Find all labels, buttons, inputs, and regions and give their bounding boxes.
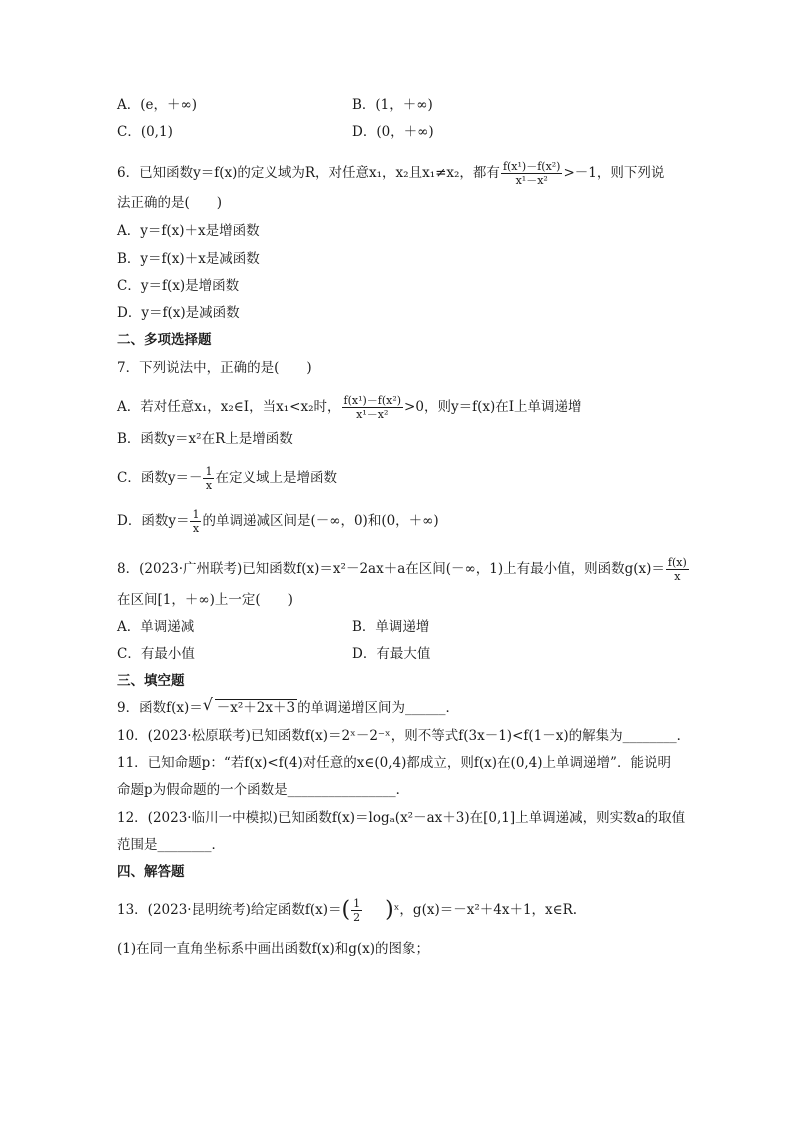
q13-right-paren: ): [385, 897, 394, 923]
q6-stem-pre: 6．已知函数y＝f(x)的定义域为R，对任意x₁，x₂且x₁≠x₂，都有: [117, 165, 500, 181]
q5-option-a: A．(e，＋∞): [117, 97, 198, 113]
q7-a-pre: A．若对任意x₁，x₂∈I，当x₁<x₂时，: [117, 399, 341, 415]
q13-subquestion-1: (1)在同一直角坐标系中画出函数f(x)和g(x)的图象；: [117, 941, 430, 957]
q5-option-d: D．(0，＋∞): [352, 124, 434, 140]
q13-fraction: [351, 897, 362, 924]
q7-d-frac-num: 1: [192, 508, 200, 521]
q6-option-a: A．y＝f(x)＋x是增函数: [117, 223, 260, 239]
q8-frac-num: f(x): [667, 556, 687, 569]
q7-a-frac-den: x¹－x²: [356, 408, 389, 421]
q8-option-b: B．单调递增: [352, 619, 430, 635]
q7-option-c: [117, 465, 337, 492]
q8-stem: [117, 556, 690, 583]
q8-option-a: A．单调递减: [117, 619, 195, 635]
q7-c-post: 在定义域上是增函数: [215, 470, 337, 486]
q6-fraction: [501, 160, 563, 187]
q9-sqrt: [202, 695, 297, 718]
q6-frac-num: f(x¹)－f(x²): [502, 160, 561, 173]
section-heading-fill-in: 三、填空题: [117, 673, 185, 689]
q13-pre: 13．(2023·昆明统考)给定函数f(x)＝: [117, 902, 342, 918]
q13-frac-num: 1: [353, 897, 361, 910]
radical-sign-icon: √: [202, 695, 213, 714]
q7-c-frac-num: 1: [205, 465, 213, 478]
q6-stem: [117, 160, 664, 187]
q9-pre: 9．函数f(x)＝: [117, 700, 203, 716]
q7-a-fraction: [342, 394, 404, 421]
q11-line2: 命题p为假命题的一个函数是________________．: [117, 782, 410, 798]
q7-d-fraction: [190, 508, 201, 535]
q6-stem-post: >－1，则下列说: [563, 165, 665, 181]
q7-d-pre: D．函数y＝: [117, 513, 190, 529]
q7-stem: 7．下列说法中，正确的是( ): [117, 360, 312, 376]
q7-d-frac-den: x: [192, 522, 200, 535]
q6-option-b: B．y＝f(x)＋x是减函数: [117, 251, 260, 267]
q7-option-b: B．函数y＝x²在R上是增函数: [117, 431, 293, 447]
q13-frac-den: 2: [353, 911, 361, 924]
q12-line1: 12．(2023·临川一中模拟)已知函数f(x)＝logₐ(x²－ax＋3)在[0,1]上单调递减，则实数a的取值: [117, 810, 686, 826]
q7-option-d: [117, 508, 439, 535]
q5-option-b: B．(1，＋∞): [352, 97, 433, 113]
q6-option-d: D．y＝f(x)是减函数: [117, 305, 240, 321]
section-heading-solutions: 四、解答题: [117, 864, 185, 880]
q6-stem-line2: 法正确的是( ): [117, 195, 223, 211]
q5-option-c: C．(0,1): [117, 124, 173, 140]
q7-option-a: [117, 394, 582, 421]
q9-post: 的单调递增区间为______．: [297, 700, 460, 716]
q7-d-post: 的单调递减区间是(－∞，0)和(0，＋∞): [202, 513, 439, 529]
q8-stem-pre: 8．(2023·广州联考)已知函数f(x)＝x²－2ax＋a在区间(－∞，1)上有最小值，则函数g(x)＝: [117, 561, 665, 577]
q13-stem: [117, 897, 577, 924]
q7-a-frac-num: f(x¹)－f(x²): [343, 394, 402, 407]
q9-radicand: －x²＋2x＋3: [216, 700, 296, 716]
q8-fraction: [666, 556, 689, 583]
q8-stem-line2: 在区间[1，＋∞)上一定( ): [117, 592, 293, 608]
q13-post: ˣ，g(x)＝－x²＋4x＋1，x∈R.: [393, 902, 578, 918]
q10-stem: 10．(2023·松原联考)已知函数f(x)＝2ˣ－2⁻ˣ，则不等式f(3x－1)<f(1－x)的解集为________．: [117, 728, 691, 744]
q8-frac-den: x: [674, 570, 681, 583]
q6-option-c: C．y＝f(x)是增函数: [117, 278, 240, 294]
q8-option-d: D．有最大值: [352, 646, 431, 662]
q7-a-post: >0，则y＝f(x)在I上单调递增: [404, 399, 582, 415]
q7-c-pre: C．函数y＝－: [117, 470, 203, 486]
q8-option-c: C．有最小值: [117, 646, 195, 662]
q11-line1: 11．已知命题p：“若f(x)<f(4)对任意的x∈(0,4)都成立，则f(x)在(0,4)上单调递增”．能说明: [117, 755, 671, 771]
q12-line2: 范围是________．: [117, 837, 225, 853]
q9-stem: [117, 695, 460, 718]
q13-left-paren: (: [341, 897, 351, 923]
q7-c-fraction: [203, 465, 214, 492]
section-heading-multiple-choice: 二、多项选择题: [117, 332, 212, 348]
q6-frac-den: x¹－x²: [515, 174, 548, 187]
q7-c-frac-den: x: [205, 479, 213, 492]
